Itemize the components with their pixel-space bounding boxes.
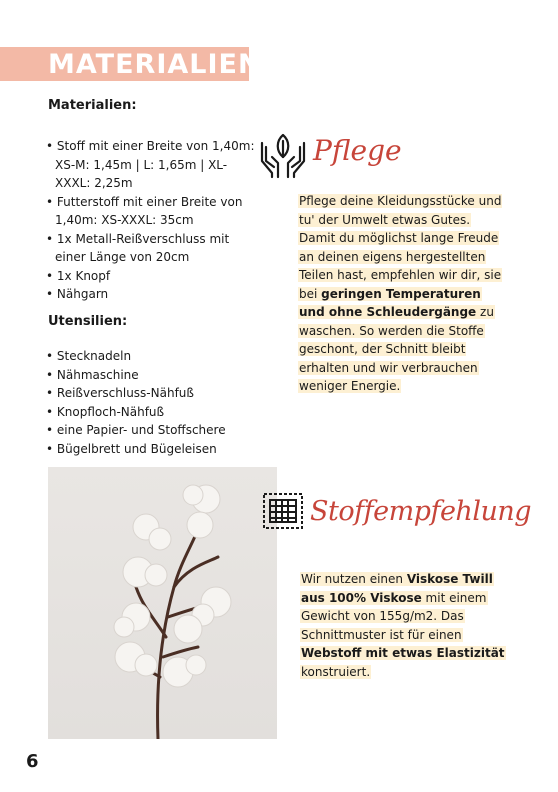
materials-heading: Materialien: [48,98,137,113]
list-item: • Nähmaschine [46,366,261,385]
fabric-text: Wir nutzen einen Viskose Twill aus 100% Viskose mit einem Gewicht von 155g/m2. Das Schnittmuster ist für einen Webstoff mit etwas Elastizität konstruiert. [301,572,505,679]
care-text: Pflege deine Kleidungsstücke und tu' der Umwelt etwas Gutes. Damit du möglichst lange Freude an deinen eigens hergestellten Teilen hast, empfehlen wir dir, sie bei geringen Temperaturen und ohne Schleudergänge zu waschen. So werden die Stoffe geschont, der Schnitt bleibt erhalten und wir verbrauchen weniger Energie. [299,194,502,393]
tools-list [46,347,261,458]
list-item: • eine Papier- und Stoffschere [46,421,261,440]
list-item: • 1x Knopf [46,267,258,286]
cotton-photo [48,467,277,739]
page-number: 6 [26,751,39,772]
list-item: • 1x Metall-Reißverschluss mit einer Länge von 20cm [46,230,258,267]
materials-list [46,137,258,304]
list-item: • Reißverschluss-Nähfuß [46,384,261,403]
list-item: • Stoff mit einer Breite von 1,40m: XS-M: 1,45m | L: 1,65m | XL-XXXL: 2,25m [46,137,258,193]
care-title: Pflege [313,134,402,167]
list-item: • Bügelbrett und Bügeleisen [46,440,261,459]
page-title: MATERIALIEN [48,49,262,80]
tools-heading: Utensilien: [48,314,128,329]
list-item: • Nähgarn [46,285,258,304]
fabric-grid-icon [258,488,308,534]
list-item: • Knopfloch-Nähfuß [46,403,261,422]
list-item: • Futterstoff mit einer Breite von 1,40m: XS-XXXL: 35cm [46,193,258,230]
hands-leaf-icon [258,131,308,179]
list-item: • Stecknadeln [46,347,261,366]
fabric-title: Stoffempfehlung [310,496,532,527]
